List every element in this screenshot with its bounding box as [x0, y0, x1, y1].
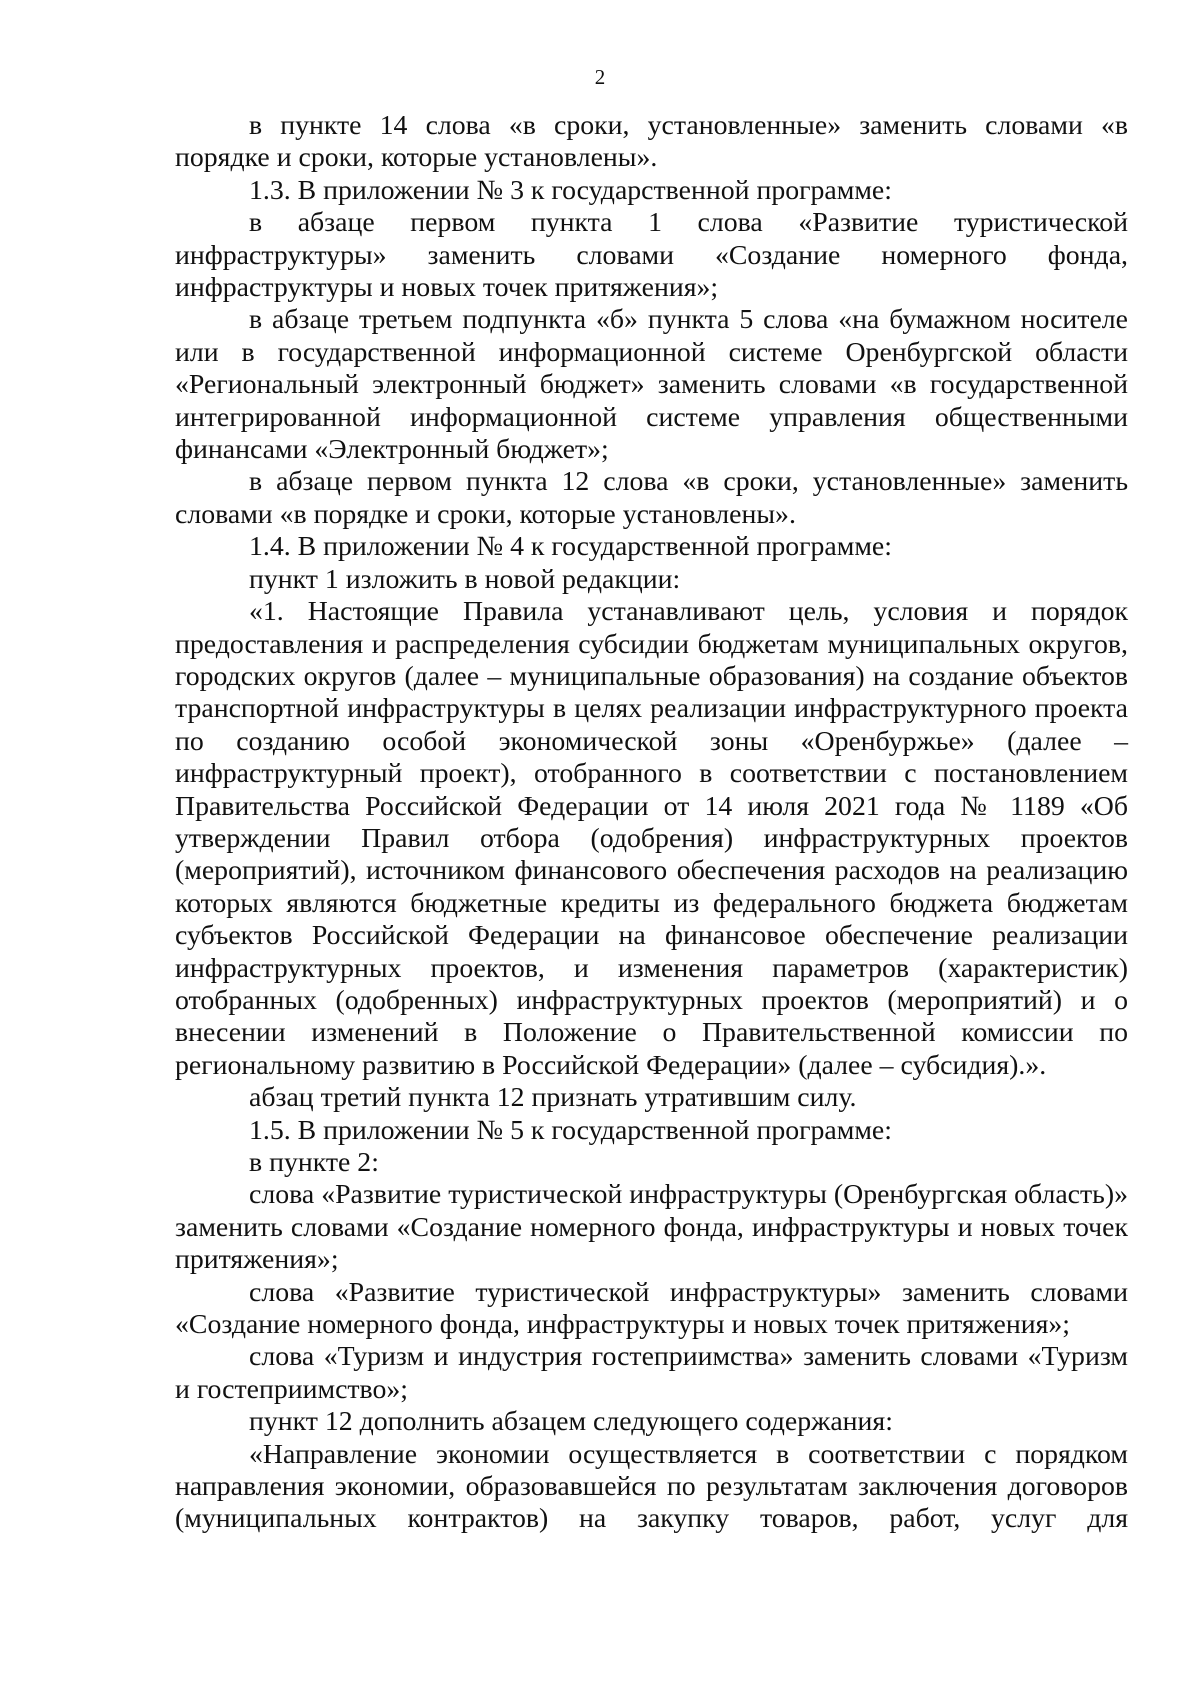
paragraph-section-1-5: 1.5. В приложении № 5 к государственной программе: — [249, 1114, 892, 1146]
paragraph-rules-point-1: «1. Настоящие Правила устанавливают цель, условия и порядок предоставления и распределения субсидии бюджетам муниципальных округов, городских округов (далее – муниципальные образования) на создание объектов транспортной инфраструктуры в целях реализации инфраструктурного проекта по созданию особой экономической зоны «Оренбуржье» (далее – инфраструктурный проект), отобранного в соответствии с постановлением Правительства Российской Федерации от 14 июля 2021 года № 1189 «Об утверждении Правил отбора (одобрения) инфраструктурных проектов (мероприятий), источником финансового обеспечения расходов на реализацию которых являются бюджетные кредиты из федерального бюджета бюджетам субъектов Российской Федерации на финансовое обеспечение реализации инфраструктурных проектов, и изменения параметров (характеристик) отобранных (одобренных) инфраструктурных проектов (мероприятий) и о внесении изменений в Положение о Правительственной комиссии по региональному развитию в Российской Федерации» (далее – субсидия).». — [175, 596, 1128, 1081]
paragraph-in-point-2: в пункте 2: — [249, 1147, 379, 1178]
paragraph-words-replace-2: слова «Развитие туристической инфраструктуры» заменить словами «Создание номерного фонда, инфраструктуры и новых точек притяжения»; — [175, 1276, 1128, 1341]
paragraph-p5-subpoint-b: в абзаце третьем подпункта «б» пункта 5 слова «на бумажном носителе или в государственной информационной системе Оренбургской области «Региональный электронный бюджет» заменить словами «в государственной интегрированной информационной системе управления общественными финансами «Электронный бюджет»; — [175, 304, 1128, 466]
paragraph-economy-direction: «Направление экономии осуществляется в соответствии с порядком направления экономии, образовавшейся по результатам заключения договоров (муниципальных контрактов) на закупку товаров, работ, услуг для — [175, 1438, 1128, 1535]
paragraph-p12-first-abzac: в абзаце первом пункта 12 слова «в сроки, установленные» заменить словами «в порядке и сроки, которые установлены». — [175, 466, 1128, 530]
paragraph-p12-supplement: пункт 12 дополнить абзацем следующего содержания: — [249, 1406, 893, 1438]
paragraph-words-replace-3: слова «Туризм и индустрия гостеприимства» заменить словами «Туризм и гостеприимство»; — [175, 1341, 1128, 1405]
page-number: 2 — [594, 65, 606, 89]
paragraph-section-1-3: 1.3. В приложении № 3 к государственной программе: — [249, 174, 892, 206]
document-body — [175, 110, 1128, 1536]
paragraph-new-edition-intro: пункт 1 изложить в новой редакции: — [249, 563, 681, 595]
paragraph-p12-repeal: абзац третий пункта 12 признать утратившим силу. — [249, 1082, 857, 1114]
paragraph-p1-first-abzac: в абзаце первом пункта 1 слова «Развитие туристической инфраструктуры» заменить словами «Создание номерного фонда, инфраструктуры и новых точек притяжения»; — [175, 207, 1128, 304]
paragraph-section-1-4: 1.4. В приложении № 4 к государственной программе: — [249, 531, 892, 563]
paragraph-words-replace-1: слова «Развитие туристической инфраструктуры (Оренбургская область)» заменить словами «Создание номерного фонда, инфраструктуры и новых точек притяжения»; — [175, 1179, 1128, 1276]
paragraph-p14-wording: в пункте 14 слова «в сроки, установленные» заменить словами «в порядке и сроки, которые установлены». — [175, 110, 1128, 174]
